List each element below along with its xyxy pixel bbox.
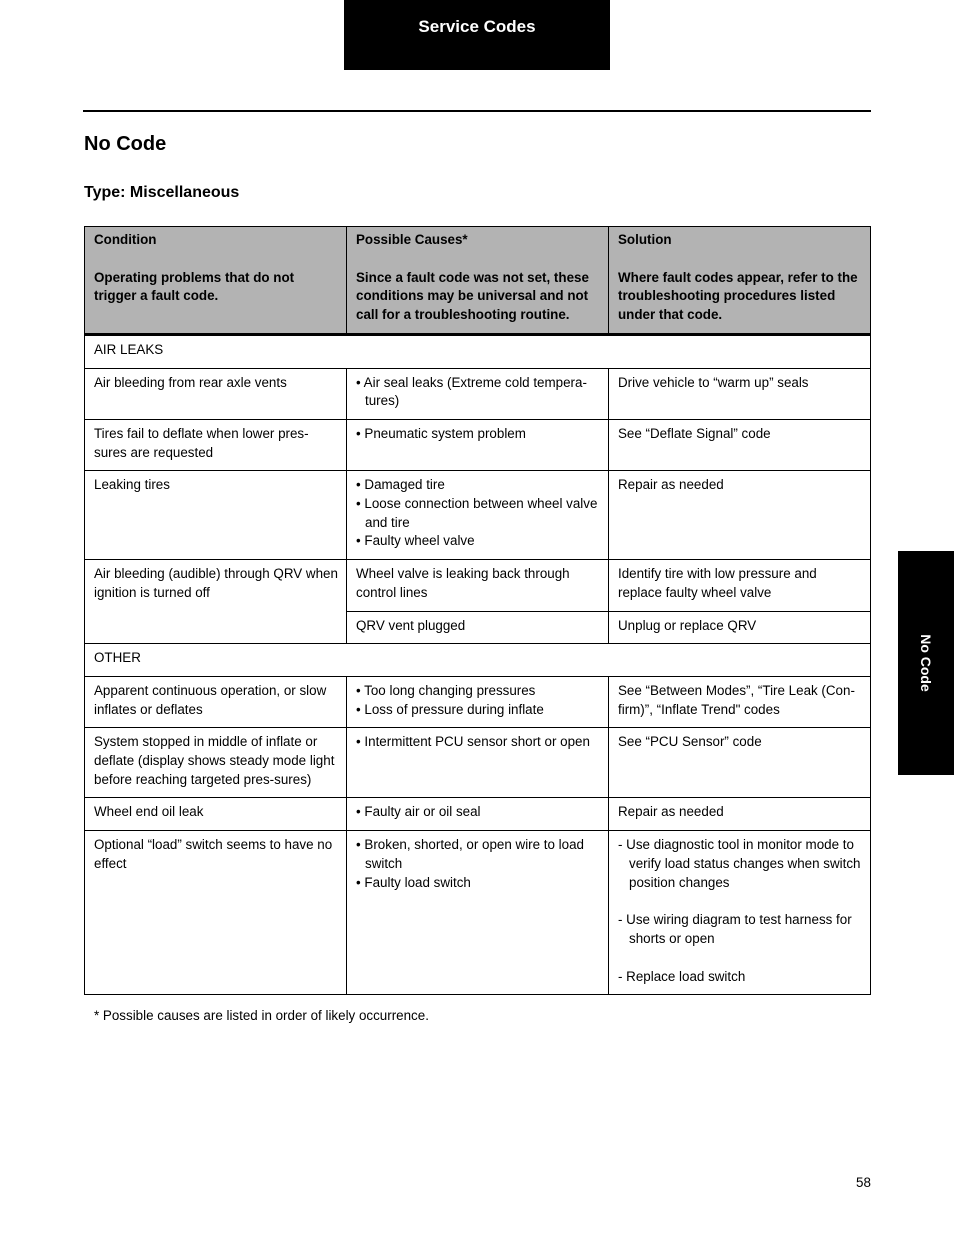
causes-list (356, 476, 600, 551)
section-row-air-leaks (85, 334, 871, 368)
cause-item: • Pneumatic system problem (356, 425, 526, 441)
condition-cell: Air bleeding from rear axle vents (85, 368, 347, 419)
solution-cell: Drive vehicle to “warm up” seals (609, 368, 871, 419)
page-title: No Code (84, 133, 167, 155)
condition-cell: Air bleeding (audible) through QRV when ignition is turned off (85, 560, 347, 644)
cause-item: • Loss of pressure during inflate (356, 701, 544, 717)
table-row (85, 798, 871, 831)
solution-cell: See “PCU Sensor” code (609, 728, 871, 798)
causes-cell (347, 676, 609, 727)
table-row (85, 419, 871, 470)
table-row (85, 831, 871, 995)
condition-cell: Tires fail to deflate when lower pres-sures are requested (85, 419, 347, 470)
causes-cell (347, 419, 609, 470)
causes-list (356, 803, 600, 822)
table-row (85, 368, 871, 419)
header-description: Operating problems that do not trigger a fault code. (94, 269, 295, 304)
cause-item: • Intermittent PCU sensor short or open (356, 734, 590, 750)
causes-cell (347, 471, 609, 560)
table-row (85, 560, 871, 611)
header-rule (83, 110, 871, 112)
cause-item: • Faulty air or oil seal (356, 804, 481, 820)
cause-item: • Air seal leaks (Extreme cold tempera-tures) (356, 374, 587, 409)
cause-item: • Faulty wheel valve (356, 533, 475, 549)
causes-cell (347, 798, 609, 831)
cause-item: • Faulty load switch (356, 874, 471, 890)
causes-cell: QRV vent plugged (347, 611, 609, 644)
solution-cell: Identify tire with low pressure and replace faulty wheel valve (609, 560, 871, 611)
troubleshooting-table (84, 226, 871, 995)
solution-item: - Use diagnostic tool in monitor mode to verify load status changes when switch position changes (618, 837, 861, 890)
condition-cell: Optional “load” switch seems to have no effect (85, 831, 347, 995)
table-header-row (85, 227, 871, 335)
causes-list (356, 733, 600, 752)
section-tab-label: Service Codes (418, 17, 536, 36)
footnote: * Possible causes are listed in order of likely occurrence. (94, 1008, 429, 1023)
header-title: Possible Causes* (356, 232, 468, 247)
section-label: OTHER (85, 644, 871, 677)
solution-cell (609, 831, 871, 995)
causes-list (356, 682, 600, 719)
header-description: Where fault codes appear, refer to the troubleshooting procedures listed under that code. (618, 269, 858, 323)
condition-cell: Apparent continuous operation, or slow inflates or deflates (85, 676, 347, 727)
cause-item: • Loose connection between wheel valve and tire (356, 496, 598, 530)
solution-item: - Use wiring diagram to test harness for shorts or open (618, 912, 852, 946)
solution-cell: Repair as needed (609, 798, 871, 831)
section-row-other (85, 644, 871, 677)
condition-cell: System stopped in middle of inflate or deflate (display shows steady mode light before reaching targeted pres-sures) (85, 728, 347, 798)
causes-cell (347, 368, 609, 419)
causes-list (356, 836, 600, 892)
solution-cell: See “Deflate Signal” code (609, 419, 871, 470)
cause-item: • Broken, shorted, or open wire to load switch (356, 837, 584, 871)
table-row (85, 728, 871, 798)
header-title: Solution (618, 232, 672, 247)
page-subtitle: Type: Miscellaneous (84, 184, 240, 201)
table-row (85, 471, 871, 560)
section-label: AIR LEAKS (85, 334, 871, 368)
header-solution (609, 227, 871, 335)
condition-cell: Wheel end oil leak (85, 798, 347, 831)
section-tab-header (344, 0, 610, 70)
causes-list (356, 425, 600, 444)
causes-cell (347, 728, 609, 798)
causes-list (356, 374, 600, 411)
header-description: Since a fault code was not set, these conditions may be universal and not call for a troubleshooting routine. (356, 269, 589, 323)
side-tab-label: No Code (918, 634, 934, 692)
solution-item: - Replace load switch (618, 968, 746, 984)
cause-item: • Damaged tire (356, 477, 445, 493)
solutions-list (618, 836, 862, 986)
causes-cell (347, 831, 609, 995)
header-condition (85, 227, 347, 335)
solution-cell: Repair as needed (609, 471, 871, 560)
side-section-tab (898, 551, 954, 775)
condition-cell: Leaking tires (85, 471, 347, 560)
causes-cell: Wheel valve is leaking back through control lines (347, 560, 609, 611)
table-row (85, 676, 871, 727)
solution-cell: Unplug or replace QRV (609, 611, 871, 644)
solution-cell: See “Between Modes”, “Tire Leak (Con-firm)”, “Inflate Trend" codes (609, 676, 871, 727)
header-possible-causes (347, 227, 609, 335)
cause-item: • Too long changing pressures (356, 682, 536, 698)
page-number: 58 (856, 1175, 871, 1190)
header-title: Condition (94, 232, 157, 247)
